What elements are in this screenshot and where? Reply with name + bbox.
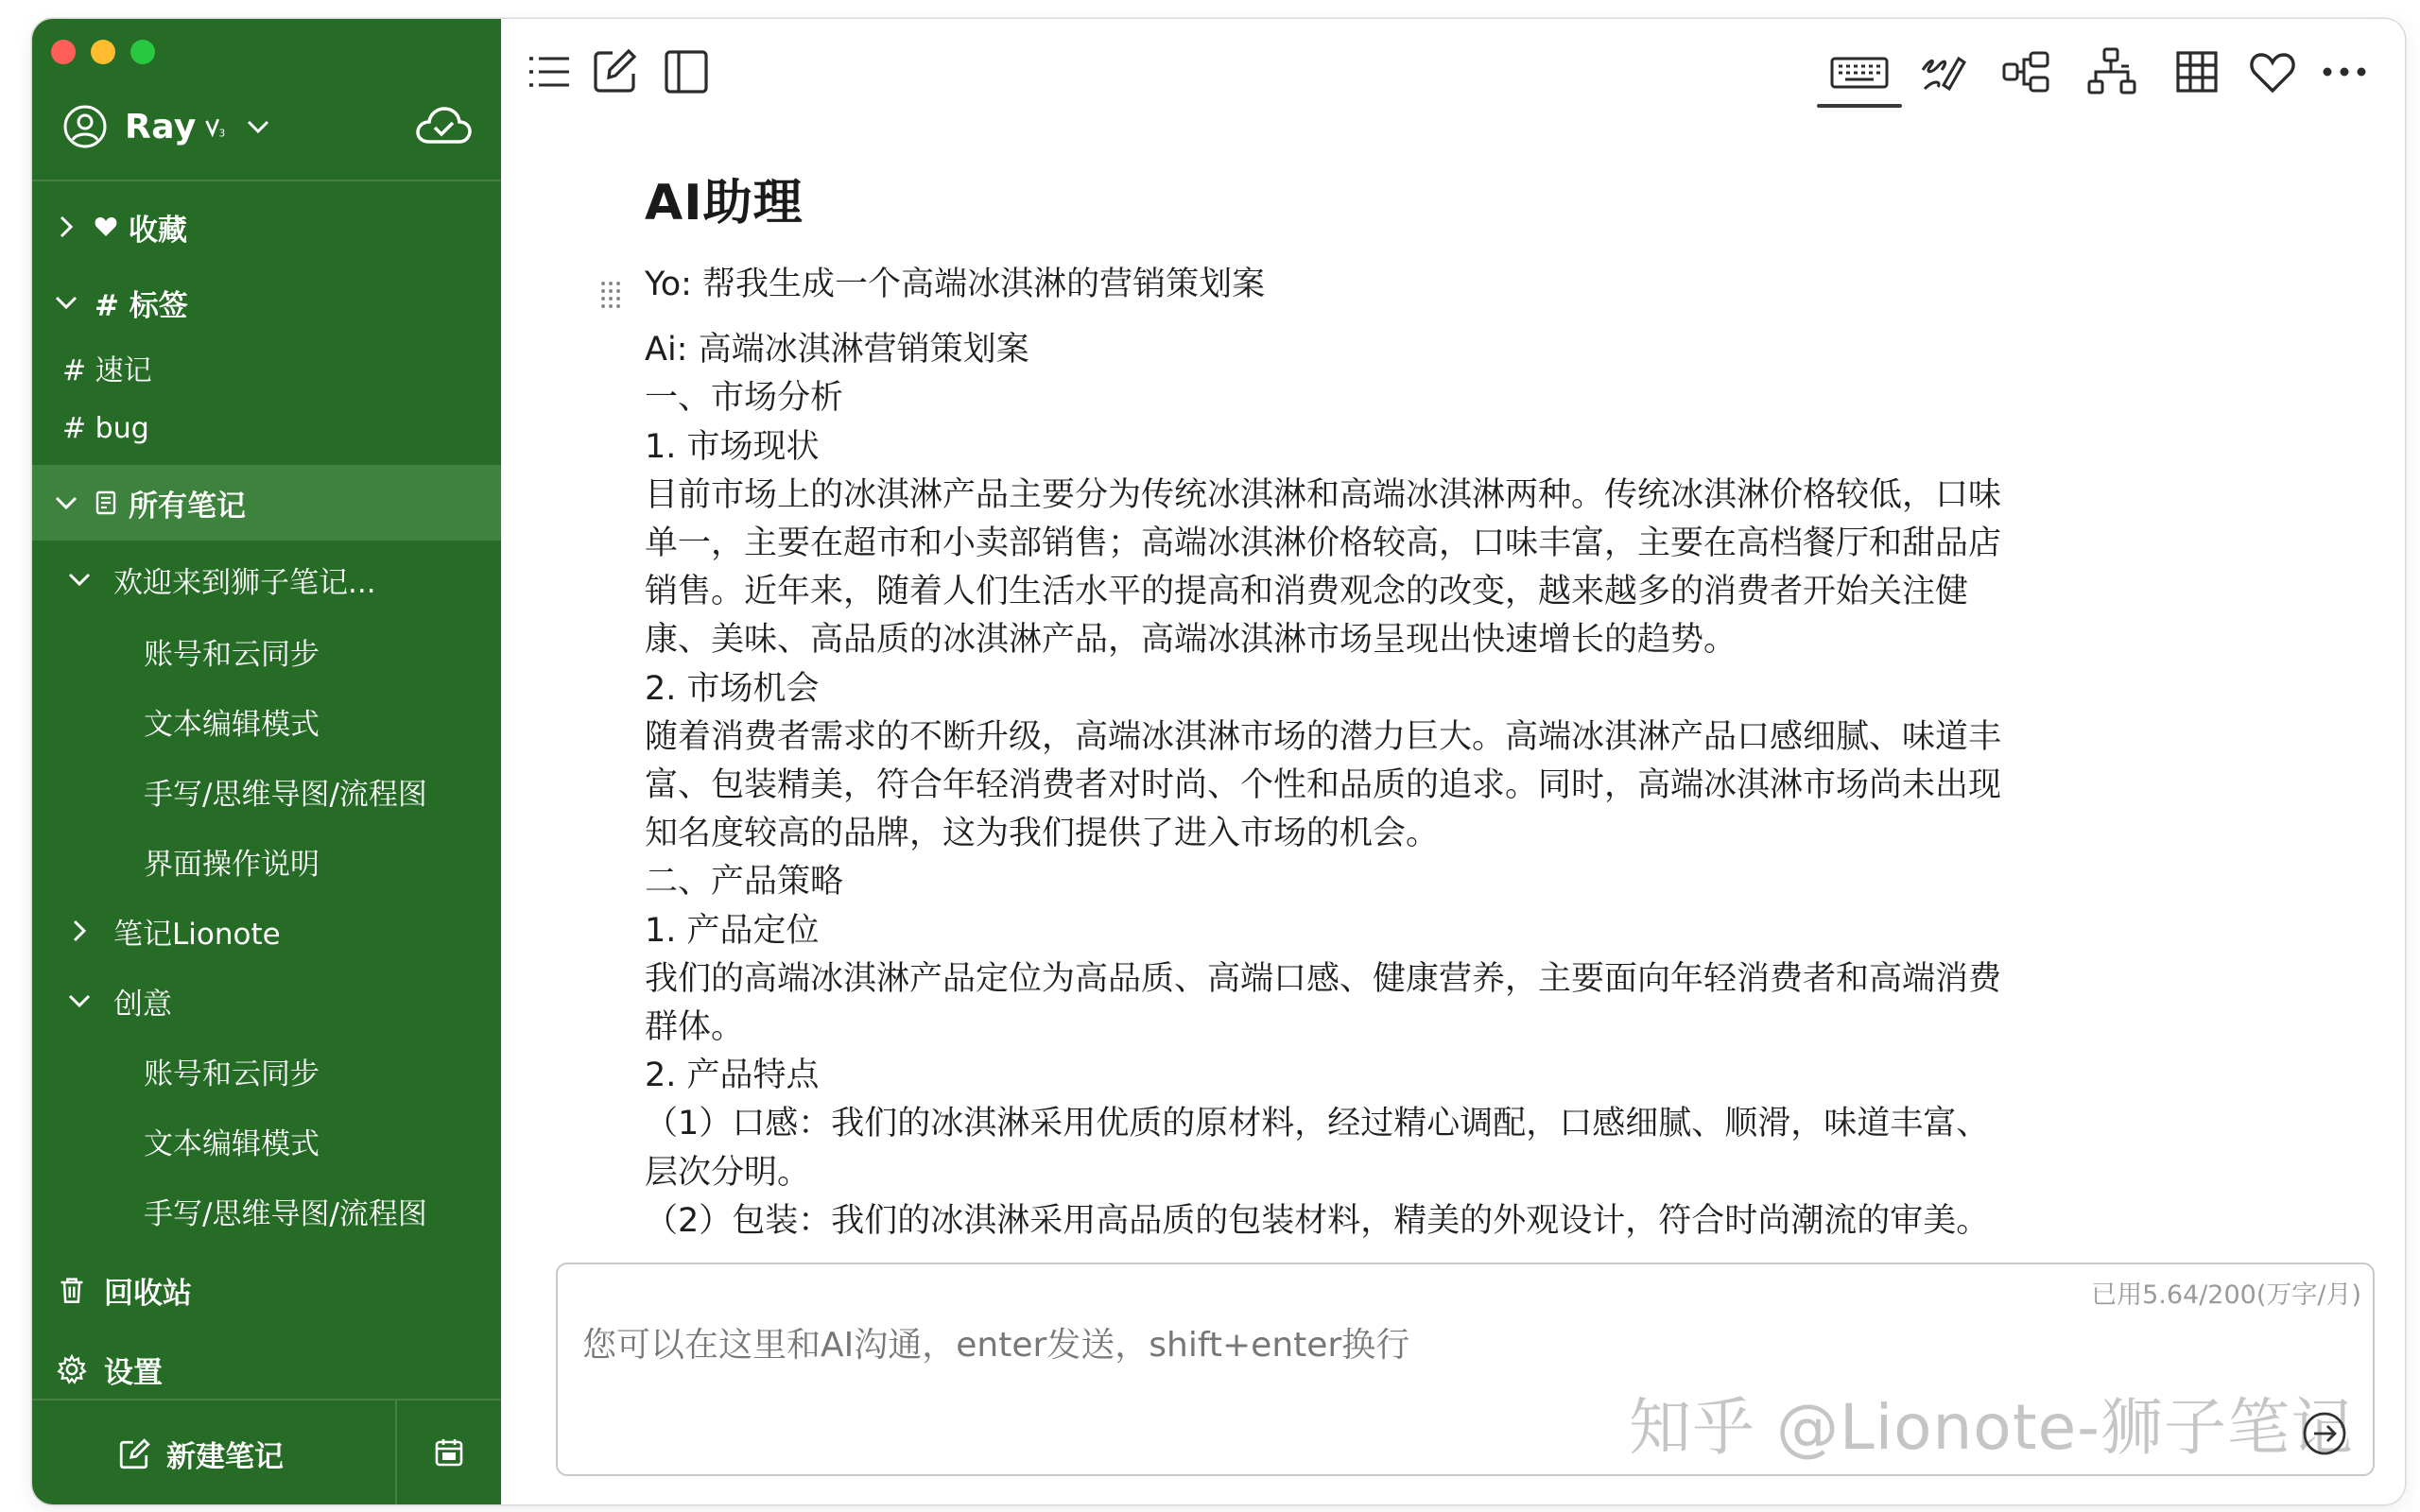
ai-response-line: 富、包装精美，符合年轻消费者对时尚、个性和品质的追求。同时，高端冰淇淋市场尚未出现 (645, 766, 2002, 805)
account-switcher[interactable] (62, 98, 473, 155)
tree-note-label: 账号和云同步 (144, 1057, 320, 1091)
ai-response-line: 销售。近年来，随着人们生活水平的提高和消费观念的改变，越来越多的消费者开始关注健 (645, 573, 1969, 611)
minimize-window-button[interactable] (91, 40, 115, 64)
tree-note[interactable] (32, 1179, 501, 1242)
tree-note[interactable] (32, 620, 501, 682)
tree-note-label: 文本编辑模式 (144, 1126, 320, 1161)
mind-map-icon[interactable] (2000, 45, 2053, 98)
tree-folder[interactable] (32, 970, 501, 1032)
maximize-window-button[interactable] (130, 40, 155, 64)
tag-item[interactable] (32, 404, 501, 452)
ai-response-line: 单一，主要在超市和小卖部销售；高端冰淇淋价格较高，口味丰富，主要在高档餐厅和甜品店 (645, 524, 2002, 563)
sidebar (32, 19, 501, 1504)
chevron-down-icon (53, 490, 79, 516)
nav-trash-label: 回收站 (104, 1276, 192, 1311)
tree-note[interactable] (32, 760, 501, 822)
sidebar-footer (32, 1399, 501, 1504)
tree-note[interactable] (32, 1109, 501, 1172)
edit-note-icon[interactable] (588, 45, 641, 98)
send-icon[interactable] (2301, 1410, 2348, 1457)
calendar-icon (433, 1436, 465, 1469)
tree-note-label: 手写/思维导图/流程图 (144, 777, 427, 812)
ai-response-line: 2. 市场机会 (645, 669, 820, 708)
close-window-button[interactable] (51, 40, 76, 64)
chevron-down-icon (66, 566, 93, 593)
nav-all-notes-label: 所有笔记 (129, 489, 246, 524)
tree-note-label: 界面操作说明 (144, 847, 320, 882)
outline-list-icon[interactable] (522, 45, 575, 98)
ai-response-line: 1. 市场现状 (645, 427, 820, 466)
ai-chat-input[interactable] (580, 1315, 2191, 1374)
note-title[interactable]: AI助理 (645, 175, 804, 232)
watermark: 知乎 @Lionote-狮子笔记 (1629, 1391, 2354, 1464)
favorite-heart-icon[interactable] (2246, 45, 2299, 98)
ai-response-line: 群体。 (645, 1008, 745, 1047)
vip-badge-icon (204, 114, 229, 139)
new-note-button[interactable] (117, 1433, 284, 1475)
nav-settings[interactable] (32, 1338, 501, 1400)
usage-counter: 已用5.64/200(万字/月) (2091, 1280, 2361, 1310)
app-window (32, 19, 2405, 1504)
ai-response-line: 一、市场分析 (645, 379, 844, 418)
ai-response-line: 层次分明。 (645, 1153, 811, 1192)
chevron-down-icon (53, 289, 79, 316)
nav-tags-label: # 标签 (95, 288, 188, 323)
nav-tags[interactable] (32, 276, 501, 329)
trash-icon (57, 1275, 87, 1305)
ai-response-line: 康、美味、高品质的冰淇淋产品，高端冰淇淋市场呈现出快速增长的趋势。 (645, 621, 1737, 660)
nav-trash[interactable] (32, 1259, 501, 1321)
tree-note[interactable] (32, 1040, 501, 1102)
ai-response-line: 2. 产品特点 (645, 1057, 820, 1095)
nav-favorites[interactable] (32, 200, 501, 253)
compose-icon (117, 1437, 151, 1471)
drag-handle-icon[interactable] (599, 278, 622, 312)
tree-note[interactable] (32, 690, 501, 752)
user-prompt: Yo: 帮我生成一个高端冰淇淋的营销策划案 (645, 266, 1266, 303)
nav-all-notes[interactable] (32, 465, 501, 541)
ai-response-line: 我们的高端冰淇淋产品定位为高品质、高端口感、健康营养，主要面向年轻消费者和高端消费 (645, 959, 2002, 998)
tag-item-label: # 速记 (62, 354, 152, 387)
tree-folder[interactable] (32, 900, 501, 962)
ai-chat-box (556, 1263, 2375, 1476)
tag-item-label: # bug (62, 411, 149, 445)
tree-folder[interactable] (32, 548, 501, 610)
ai-response-line: （2）包装：我们的冰淇淋采用高品质的包装材料，精美的外观设计，符合时尚潮流的审美。 (645, 1201, 1990, 1240)
ai-response-line: Ai: 高端冰淇淋营销策划案 (645, 331, 1029, 369)
tree-folder-label: 创意 (113, 987, 172, 1022)
chevron-right-icon (53, 214, 79, 240)
calendar-button[interactable] (395, 1400, 501, 1504)
cloud-sync-icon[interactable] (414, 102, 473, 149)
new-note-label: 新建笔记 (166, 1440, 284, 1474)
gear-icon (57, 1354, 87, 1384)
window-controls (51, 40, 155, 64)
ai-response-line: （1）口感：我们的冰淇淋采用优质的原材料，经过精心调配，口感细腻、顺滑，味道丰富、 (645, 1105, 1990, 1143)
ai-response (645, 326, 2290, 1246)
ai-response-line: 目前市场上的冰淇淋产品主要分为传统冰淇淋和高端冰淇淋两种。传统冰淇淋价格较低，口味 (645, 475, 2002, 514)
ai-response-line: 知名度较高的品牌，这为我们提供了进入市场的机会。 (645, 815, 1440, 853)
ai-response-line: 二、产品策略 (645, 863, 844, 902)
tree-note-label: 手写/思维导图/流程图 (144, 1196, 427, 1231)
tree-folder-label: 笔记Lionote (113, 917, 281, 952)
tree-folder-label: 欢迎来到狮子笔记... (113, 565, 376, 600)
svg-text:3: 3 (218, 128, 226, 139)
tag-item[interactable] (32, 344, 501, 391)
tree-note-label: 账号和云同步 (144, 637, 320, 672)
chevron-down-icon (66, 988, 93, 1014)
toggle-sidebar-icon[interactable] (660, 45, 713, 98)
nav-favorites-label: 收藏 (129, 213, 187, 248)
tree-note[interactable] (32, 830, 501, 892)
ai-response-line: 随着消费者需求的不断升级，高端冰淇淋市场的潜力巨大。高端冰淇淋产品口感细腻、味道丰 (645, 717, 2002, 756)
chevron-right-icon (66, 918, 93, 944)
note-body[interactable] (645, 261, 2290, 1246)
tree-note-label: 文本编辑模式 (144, 707, 320, 742)
ai-response-line: 1. 产品定位 (645, 911, 820, 950)
nav-settings-label: 设置 (104, 1355, 163, 1390)
divider (32, 180, 501, 181)
chevron-down-icon (244, 112, 272, 141)
user-icon (62, 104, 108, 149)
handwriting-icon[interactable] (1915, 45, 1968, 98)
user-name: Ray (125, 107, 197, 146)
active-mode-indicator (1817, 104, 1902, 108)
note-icon (93, 490, 119, 516)
more-options-icon[interactable] (2318, 45, 2371, 98)
keyboard-icon[interactable] (1828, 45, 1891, 98)
heart-icon (93, 214, 119, 240)
table-icon[interactable] (2170, 45, 2223, 98)
flowchart-icon[interactable] (2085, 45, 2138, 98)
